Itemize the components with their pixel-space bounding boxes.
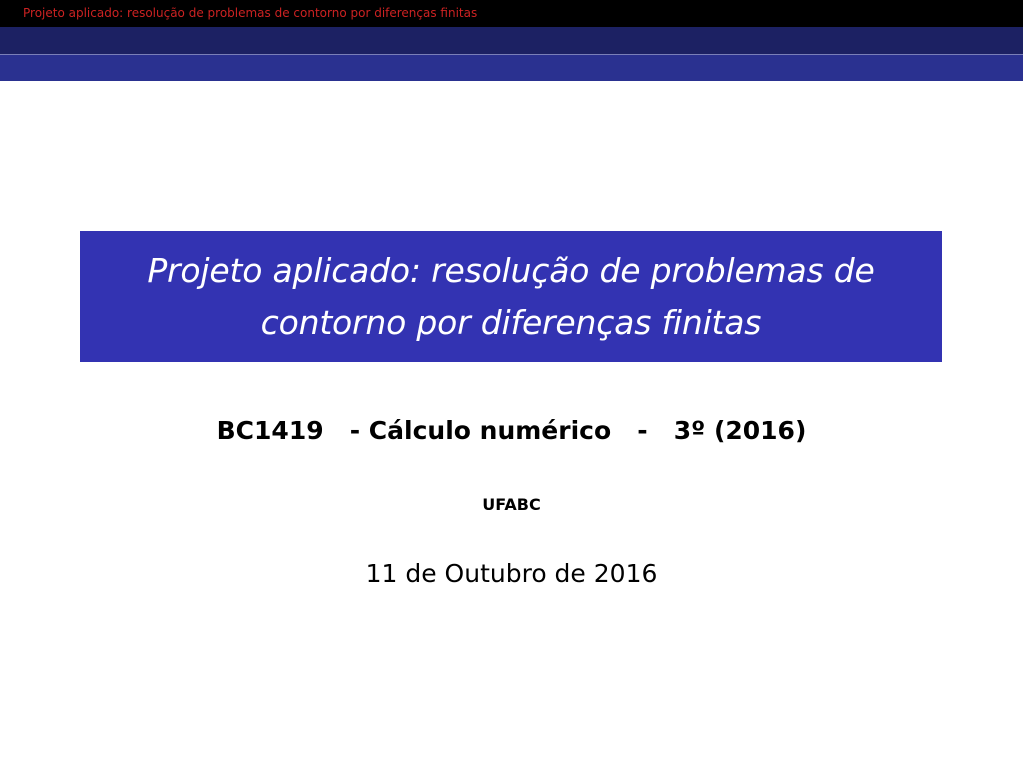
title-box [80, 231, 942, 362]
presentation-date: 11 de Outubro de 2016 [365, 559, 658, 588]
institution: UFABC [482, 495, 541, 514]
course-subtitle: BC1419 - Cálculo numérico - 3º (2016) [216, 416, 807, 445]
header-bar [0, 0, 1023, 27]
header-short-title[interactable]: Projeto aplicado: resolução de problemas de contorno por diferenças finitas [23, 6, 478, 20]
header-band-mid [0, 55, 1023, 81]
header-band-dark [0, 27, 1023, 54]
presentation-title: Projeto aplicado: resolução de problemas de contorno por diferenças finitas [147, 250, 875, 342]
